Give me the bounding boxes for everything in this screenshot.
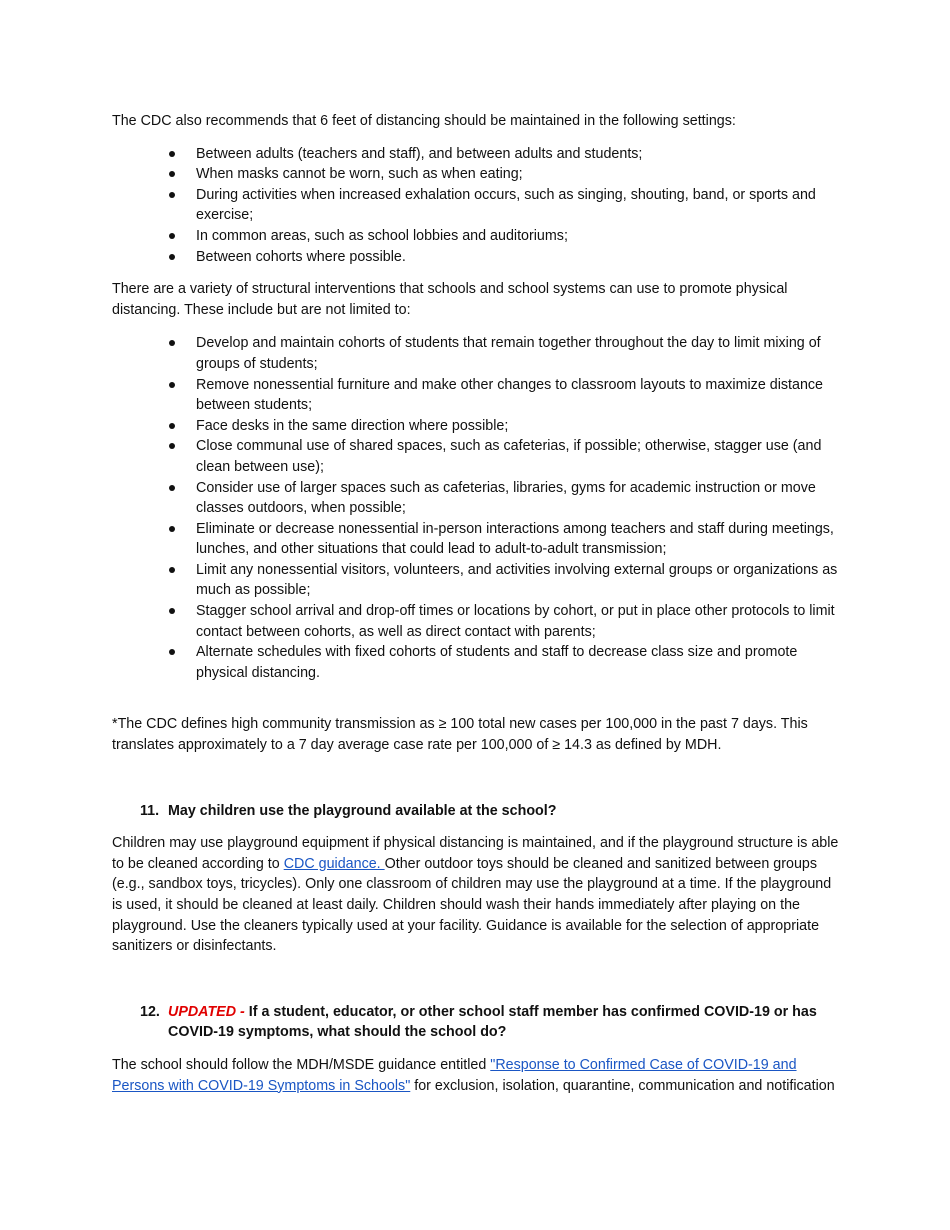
distancing-list (112, 144, 840, 268)
question-number: 12. (140, 1003, 160, 1020)
question-12-heading (112, 1002, 840, 1043)
list-item: Limit any nonessential visitors, volunteers, and activities involving external groups or organizations as much as possible; (112, 560, 840, 601)
list-item: Eliminate or decrease nonessential in-person interactions among teachers and staff during meetings, lunches, and other situations that could lead to adult-to-adult transmission; (112, 519, 840, 560)
cdc-guidance-link[interactable]: CDC guidance. (283, 855, 385, 872)
intro-distancing: The CDC also recommends that 6 feet of distancing should be maintained in the following settings: (112, 113, 736, 129)
answer-text: Other outdoor toys should be cleaned and sanitized between groups (e.g., sandbox toys, tricycles). Only one classroom of children may use the playground at a time. If the playground is used, it should be cleaned at least daily. Children should wash their hands immediately after playing on the playground. Use the cleaners typically used at your facility. Guidance is available for the selection of appropriate sanitizers or disinfectants. (112, 855, 832, 955)
question-11-heading (112, 801, 840, 822)
list-item: In common areas, such as school lobbies and auditoriums; (112, 226, 840, 247)
footnote: *The CDC defines high community transmission as ≥ 100 total new cases per 100,000 in the past 7 days. This translates approximately to a 7 day average case rate per 100,000 of ≥ 14.3 as defined by MDH. (112, 716, 808, 754)
list-item: Alternate schedules with fixed cohorts of students and staff to decrease class size and promote physical distancing. (112, 642, 840, 683)
question-text: May children use the playground available at the school? (168, 802, 557, 819)
question-number: 11. (140, 802, 160, 819)
list-item: Consider use of larger spaces such as cafeterias, libraries, gyms for academic instruction or move classes outdoors, when possible; (112, 478, 840, 519)
answer-text: for exclusion, isolation, quarantine, communication and notification (410, 1077, 835, 1094)
interventions-list (112, 333, 840, 683)
answer-text: Children may use playground equipment if physical distancing is maintained, and if the playground structure is able to be cleaned according to (112, 835, 839, 872)
intro-interventions: There are a variety of structural interventions that schools and school systems can use to promote physical distancing. These include but are not limited to: (112, 281, 788, 318)
list-item: Close communal use of shared spaces, such as cafeterias, if possible; otherwise, stagger use (and clean between use); (112, 436, 840, 477)
response-guidance-link[interactable]: "Response to Confirmed Case of COVID-19 and Persons with COVID-19 Symptoms in Schools" (112, 1056, 797, 1094)
document-page (112, 111, 840, 1096)
list-item: Stagger school arrival and drop-off times or locations by cohort, or put in place other protocols to limit contact between cohorts, as well as direct contact with parents; (112, 601, 840, 642)
answer-text: The school should follow the MDH/MSDE guidance entitled (112, 1056, 491, 1073)
list-item: Remove nonessential furniture and make other changes to classroom layouts to maximize distance between students; (112, 375, 840, 416)
question-11-answer (112, 833, 840, 957)
list-item: Face desks in the same direction where possible; (112, 416, 840, 437)
list-item: When masks cannot be worn, such as when eating; (112, 164, 840, 185)
list-item: Between cohorts where possible. (112, 247, 840, 268)
question-text: If a student, educator, or other school staff member has confirmed COVID-19 or has COVID-19 symptoms, what should the school do? (168, 1003, 817, 1041)
question-12-answer (112, 1055, 840, 1096)
list-item: Develop and maintain cohorts of students that remain together throughout the day to limit mixing of groups of students; (112, 333, 840, 374)
updated-label: UPDATED - (168, 1003, 245, 1020)
list-item: During activities when increased exhalation occurs, such as singing, shouting, band, or sports and exercise; (112, 185, 840, 226)
list-item: Between adults (teachers and staff), and between adults and students; (112, 144, 840, 165)
